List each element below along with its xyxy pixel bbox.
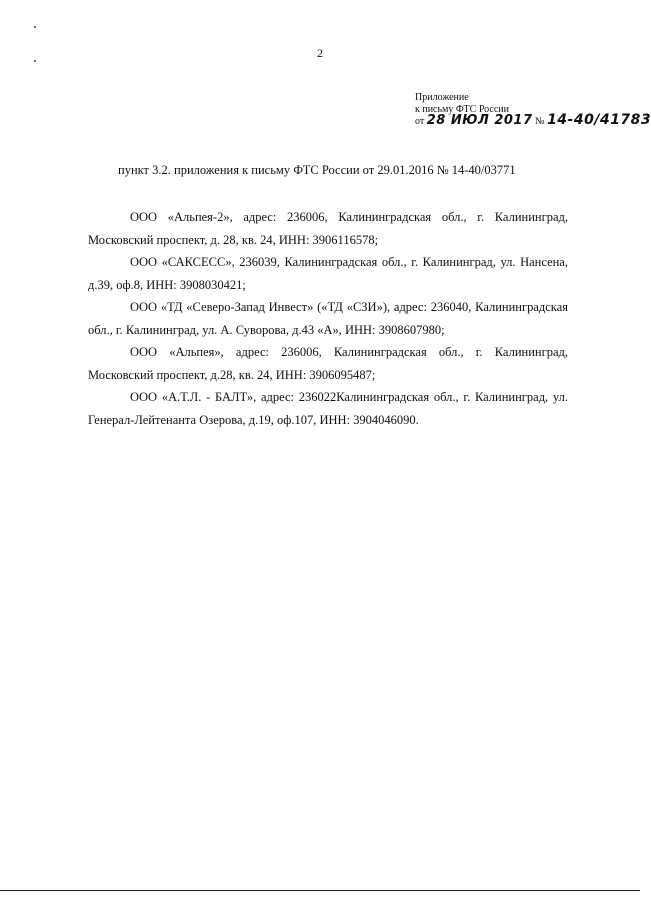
document-heading: пункт 3.2. приложения к письму ФТС России от 29.01.2016 № 14-40/03771: [118, 163, 516, 177]
page-number: 2: [317, 46, 323, 60]
company-entry: ООО «САКСЕСС», 236039, Калининградская обл., г. Калининград, ул. Нансена, д.39, оф.8, ИНН: 3908030421;: [88, 255, 568, 292]
appendix-number: 14-40/41783: [547, 112, 651, 128]
company-entry: ООО «Альпея-2», адрес: 236006, Калининградская обл., г. Калининград, Московский проспект, д. 28, кв. 24, ИНН: 3906116578;: [88, 210, 568, 247]
appendix-date-number-line: [415, 112, 651, 128]
bottom-rule: [0, 890, 640, 891]
company-entry: ООО «ТД «Северо-Запад Инвест» («ТД «СЗИ»), адрес: 236040, Калининградская обл., г. Калининград, ул. А. Суворова, д.43 «А», ИНН: 3908607980;: [88, 300, 568, 337]
company-entry: ООО «А.Т.Л. - БАЛТ», адрес: 236022Калининградская обл., г. Калининград, ул. Генерал-Лейтенанта Озерова, д.19, оф.107, ИНН: 3904046090.: [88, 390, 568, 427]
appendix-stamp: [415, 92, 651, 128]
appendix-number-label: №: [535, 116, 545, 127]
appendix-title: Приложение: [415, 92, 469, 103]
appendix-date: 28 ИЮЛ 2017: [426, 113, 533, 128]
company-list: [88, 206, 568, 431]
appendix-from-label: от: [415, 116, 425, 127]
scan-speck: [34, 26, 36, 28]
appendix-letter-ref: к письму ФТС России: [415, 103, 509, 115]
company-entry: ООО «Альпея», адрес: 236006, Калининградская обл., г. Калининград, Московский проспект, д.28, кв. 24, ИНН: 3906095487;: [88, 345, 568, 382]
